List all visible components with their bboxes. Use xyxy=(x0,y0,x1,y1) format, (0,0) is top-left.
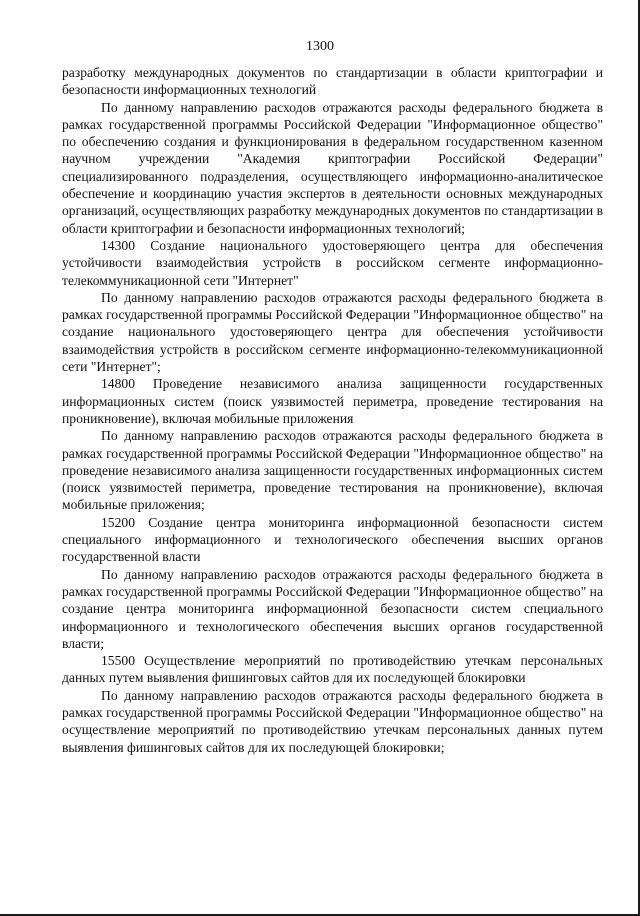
paragraph-description: По данному направлению расходов отражаются расходы федерального бюджета в рамках государственной программы Российской Федерации "Информационное общество" на осуществление мероприятий по противодействию утечкам персональных данных путем выявления фишинговых сайтов для их последующей блокировки; xyxy=(62,687,603,755)
paragraph-description: По данному направлению расходов отражаются расходы федерального бюджета в рамках государственной программы Российской Федерации "Информационное общество" на создание центра мониторинга информационной безопасности систем специального информационного и технологического обеспечения высших органов государственной власти; xyxy=(62,566,603,651)
paragraph-continuation: разработку международных документов по стандартизации в области криптографии и безопасности информационных технологий xyxy=(62,65,603,98)
page-number: 1300 xyxy=(306,39,334,54)
paragraph-description: По данному направлению расходов отражаются расходы федерального бюджета в рамках государственной программы Российской Федерации "Информационное общество" по обеспечению создания и функционирования в федеральном государственном казенном научном учреждении "Академия криптографии Российской Федерации" специализированного подразделения, осуществляющего информационно-аналитическое обеспечение и координацию участия экспертов в деятельности основных международных организаций, осуществляющих разработку международных документов по стандартизации в области криптографии и безопасности информационных технологий; xyxy=(62,99,603,236)
paragraph-heading-14800: 14800 Проведение независимого анализа защищенности государственных информационных систем (поиск уязвимостей периметра, проведение тестирования на проникновение), включая мобильные приложения xyxy=(62,376,603,426)
paragraph-description: По данному направлению расходов отражаются расходы федерального бюджета в рамках государственной программы Российской Федерации "Информационное общество" на проведение независимого анализа защищенности государственных информационных систем (поиск уязвимостей периметра, проведение тестирования на проникновение), включая мобильные приложения; xyxy=(62,428,603,513)
paragraph-heading-15500: 15500 Осуществление мероприятий по противодействию утечкам персональных данных путем выявления фишинговых сайтов для их последующей блокировки xyxy=(62,653,603,686)
paragraph-description: По данному направлению расходов отражаются расходы федерального бюджета в рамках государственной программы Российской Федерации "Информационное общество" на создание национального удостоверяющего центра для обеспечения устойчивости взаимодействия устройств в российском сегменте информационно-телекоммуникационной сети "Интернет"; xyxy=(62,289,603,375)
paragraph-heading-14300: 14300 Создание национального удостоверяющего центра для обеспечения устойчивости взаимодействия устройств в российском сегменте информационно-телекоммуникационной сети "Интернет" xyxy=(62,237,603,288)
paragraph-heading-15200: 15200 Создание центра мониторинга информационной безопасности систем специального информационного и технологического обеспечения высших органов государственной власти xyxy=(62,514,603,565)
document-body xyxy=(62,64,603,756)
